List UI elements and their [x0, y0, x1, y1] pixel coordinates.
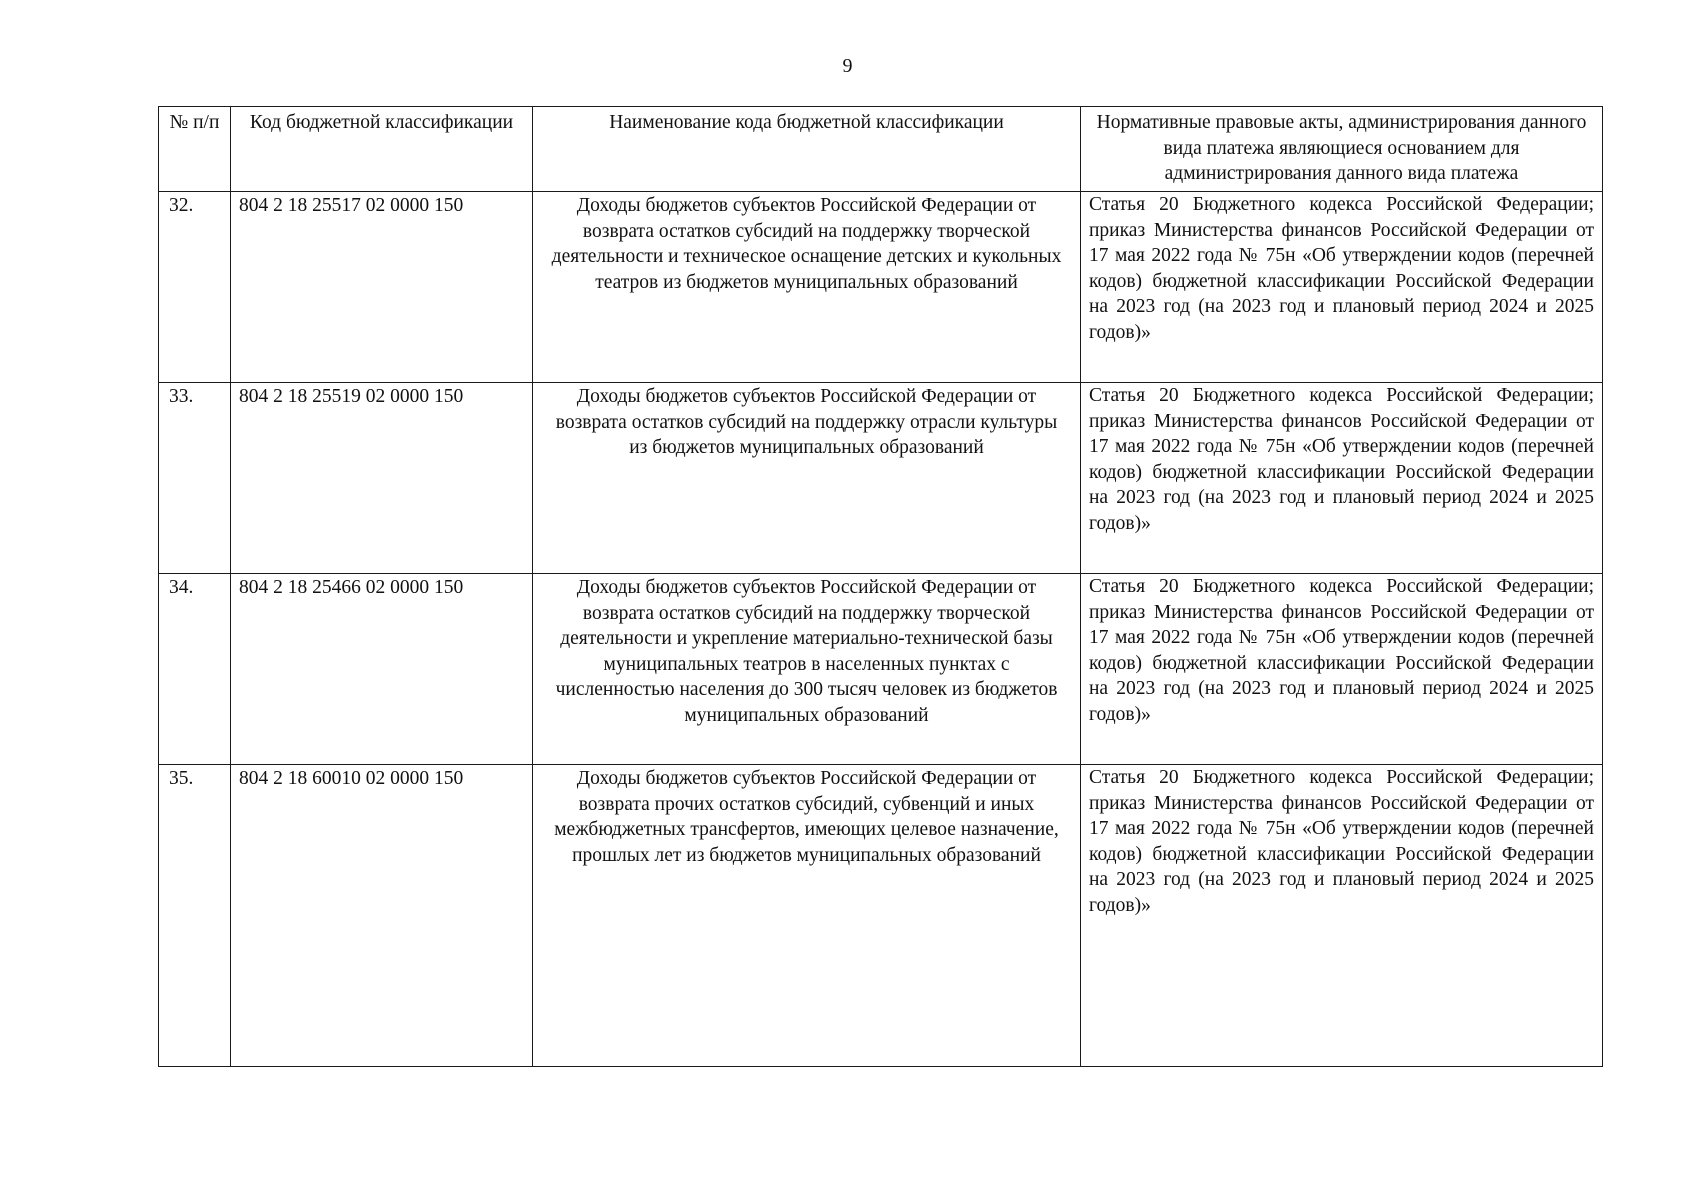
row-code-cell	[231, 192, 533, 383]
row-num-cell	[159, 765, 231, 1067]
page-number: 9	[842, 55, 853, 77]
header-num-label: № п/п	[169, 112, 220, 133]
header-acts	[1081, 107, 1603, 192]
row-num-cell	[159, 192, 231, 383]
row-name: Доходы бюджетов субъектов Российской Федерации от возврата остатков субсидий на поддержку творческой деятельности и техническое оснащение детских и кукольных театров из бюджетов муниципальных образований	[551, 195, 1062, 293]
table-header-row	[159, 107, 1603, 192]
header-code-label: Код бюджетной классификации	[249, 112, 514, 133]
row-name-cell	[533, 192, 1081, 383]
header-name-label: Наименование кода бюджетной классификации	[609, 112, 1004, 133]
row-num: 34.	[169, 577, 194, 598]
table-row	[159, 383, 1603, 574]
row-num: 33.	[169, 386, 194, 407]
row-num: 32.	[169, 195, 194, 216]
row-name-cell	[533, 765, 1081, 1067]
table-row	[159, 192, 1603, 383]
header-name	[533, 107, 1081, 192]
row-acts: Статья 20 Бюджетного кодекса Российской Федерации; приказ Министерства финансов Российской Федерации от 17 мая 2022 года № 75н «Об утверждении кодов (перечней кодов) бюджетной классификации Российской Федерации на 2023 год (на 2023 год и плановый период 2024 и 2025 годов)»	[1089, 194, 1594, 343]
row-name: Доходы бюджетов субъектов Российской Федерации от возврата остатков субсидий на поддержку отрасли культуры из бюджетов муниципальных образований	[555, 386, 1058, 458]
row-acts: Статья 20 Бюджетного кодекса Российской Федерации; приказ Министерства финансов Российской Федерации от 17 мая 2022 года № 75н «Об утверждении кодов (перечней кодов) бюджетной классификации Российской Федерации на 2023 год (на 2023 год и плановый период 2024 и 2025 годов)»	[1089, 576, 1594, 725]
row-code: 804 2 18 25466 02 0000 150	[239, 577, 464, 598]
row-acts-cell	[1081, 765, 1603, 1067]
row-name-cell	[533, 383, 1081, 574]
row-num-cell	[159, 383, 231, 574]
row-num: 35.	[169, 768, 194, 789]
row-acts: Статья 20 Бюджетного кодекса Российской Федерации; приказ Министерства финансов Российской Федерации от 17 мая 2022 года № 75н «Об утверждении кодов (перечней кодов) бюджетной классификации Российской Федерации на 2023 год (на 2023 год и плановый период 2024 и 2025 годов)»	[1089, 385, 1594, 534]
row-code-cell	[231, 574, 533, 765]
row-num-cell	[159, 574, 231, 765]
row-acts: Статья 20 Бюджетного кодекса Российской Федерации; приказ Министерства финансов Российской Федерации от 17 мая 2022 года № 75н «Об утверждении кодов (перечней кодов) бюджетной классификации Российской Федерации на 2023 год (на 2023 год и плановый период 2024 и 2025 годов)»	[1089, 767, 1594, 916]
row-code: 804 2 18 60010 02 0000 150	[239, 768, 464, 789]
row-code: 804 2 18 25517 02 0000 150	[239, 195, 464, 216]
row-code: 804 2 18 25519 02 0000 150	[239, 386, 464, 407]
table-row	[159, 574, 1603, 765]
header-code	[231, 107, 533, 192]
row-acts-cell	[1081, 383, 1603, 574]
row-code-cell	[231, 383, 533, 574]
row-acts-cell	[1081, 192, 1603, 383]
header-num	[159, 107, 231, 192]
budget-classification-table	[158, 106, 1603, 1067]
row-name: Доходы бюджетов субъектов Российской Федерации от возврата остатков субсидий на поддержку творческой деятельности и укрепление материально-технической базы муниципальных театров в населенных пунктах с численностью населения до 300 тысяч человек из бюджетов муниципальных образований	[555, 577, 1058, 726]
row-acts-cell	[1081, 574, 1603, 765]
table-row	[159, 765, 1603, 1067]
row-name-cell	[533, 574, 1081, 765]
row-code-cell	[231, 765, 533, 1067]
row-name: Доходы бюджетов субъектов Российской Федерации от возврата прочих остатков субсидий, субвенций и иных межбюджетных трансфертов, имеющих целевое назначение, прошлых лет из бюджетов муниципальных образований	[554, 768, 1059, 866]
header-acts-label: Нормативные правовые акты, администрирования данного вида платежа являющиеся основанием для администрирования данного вида платежа	[1096, 112, 1587, 184]
